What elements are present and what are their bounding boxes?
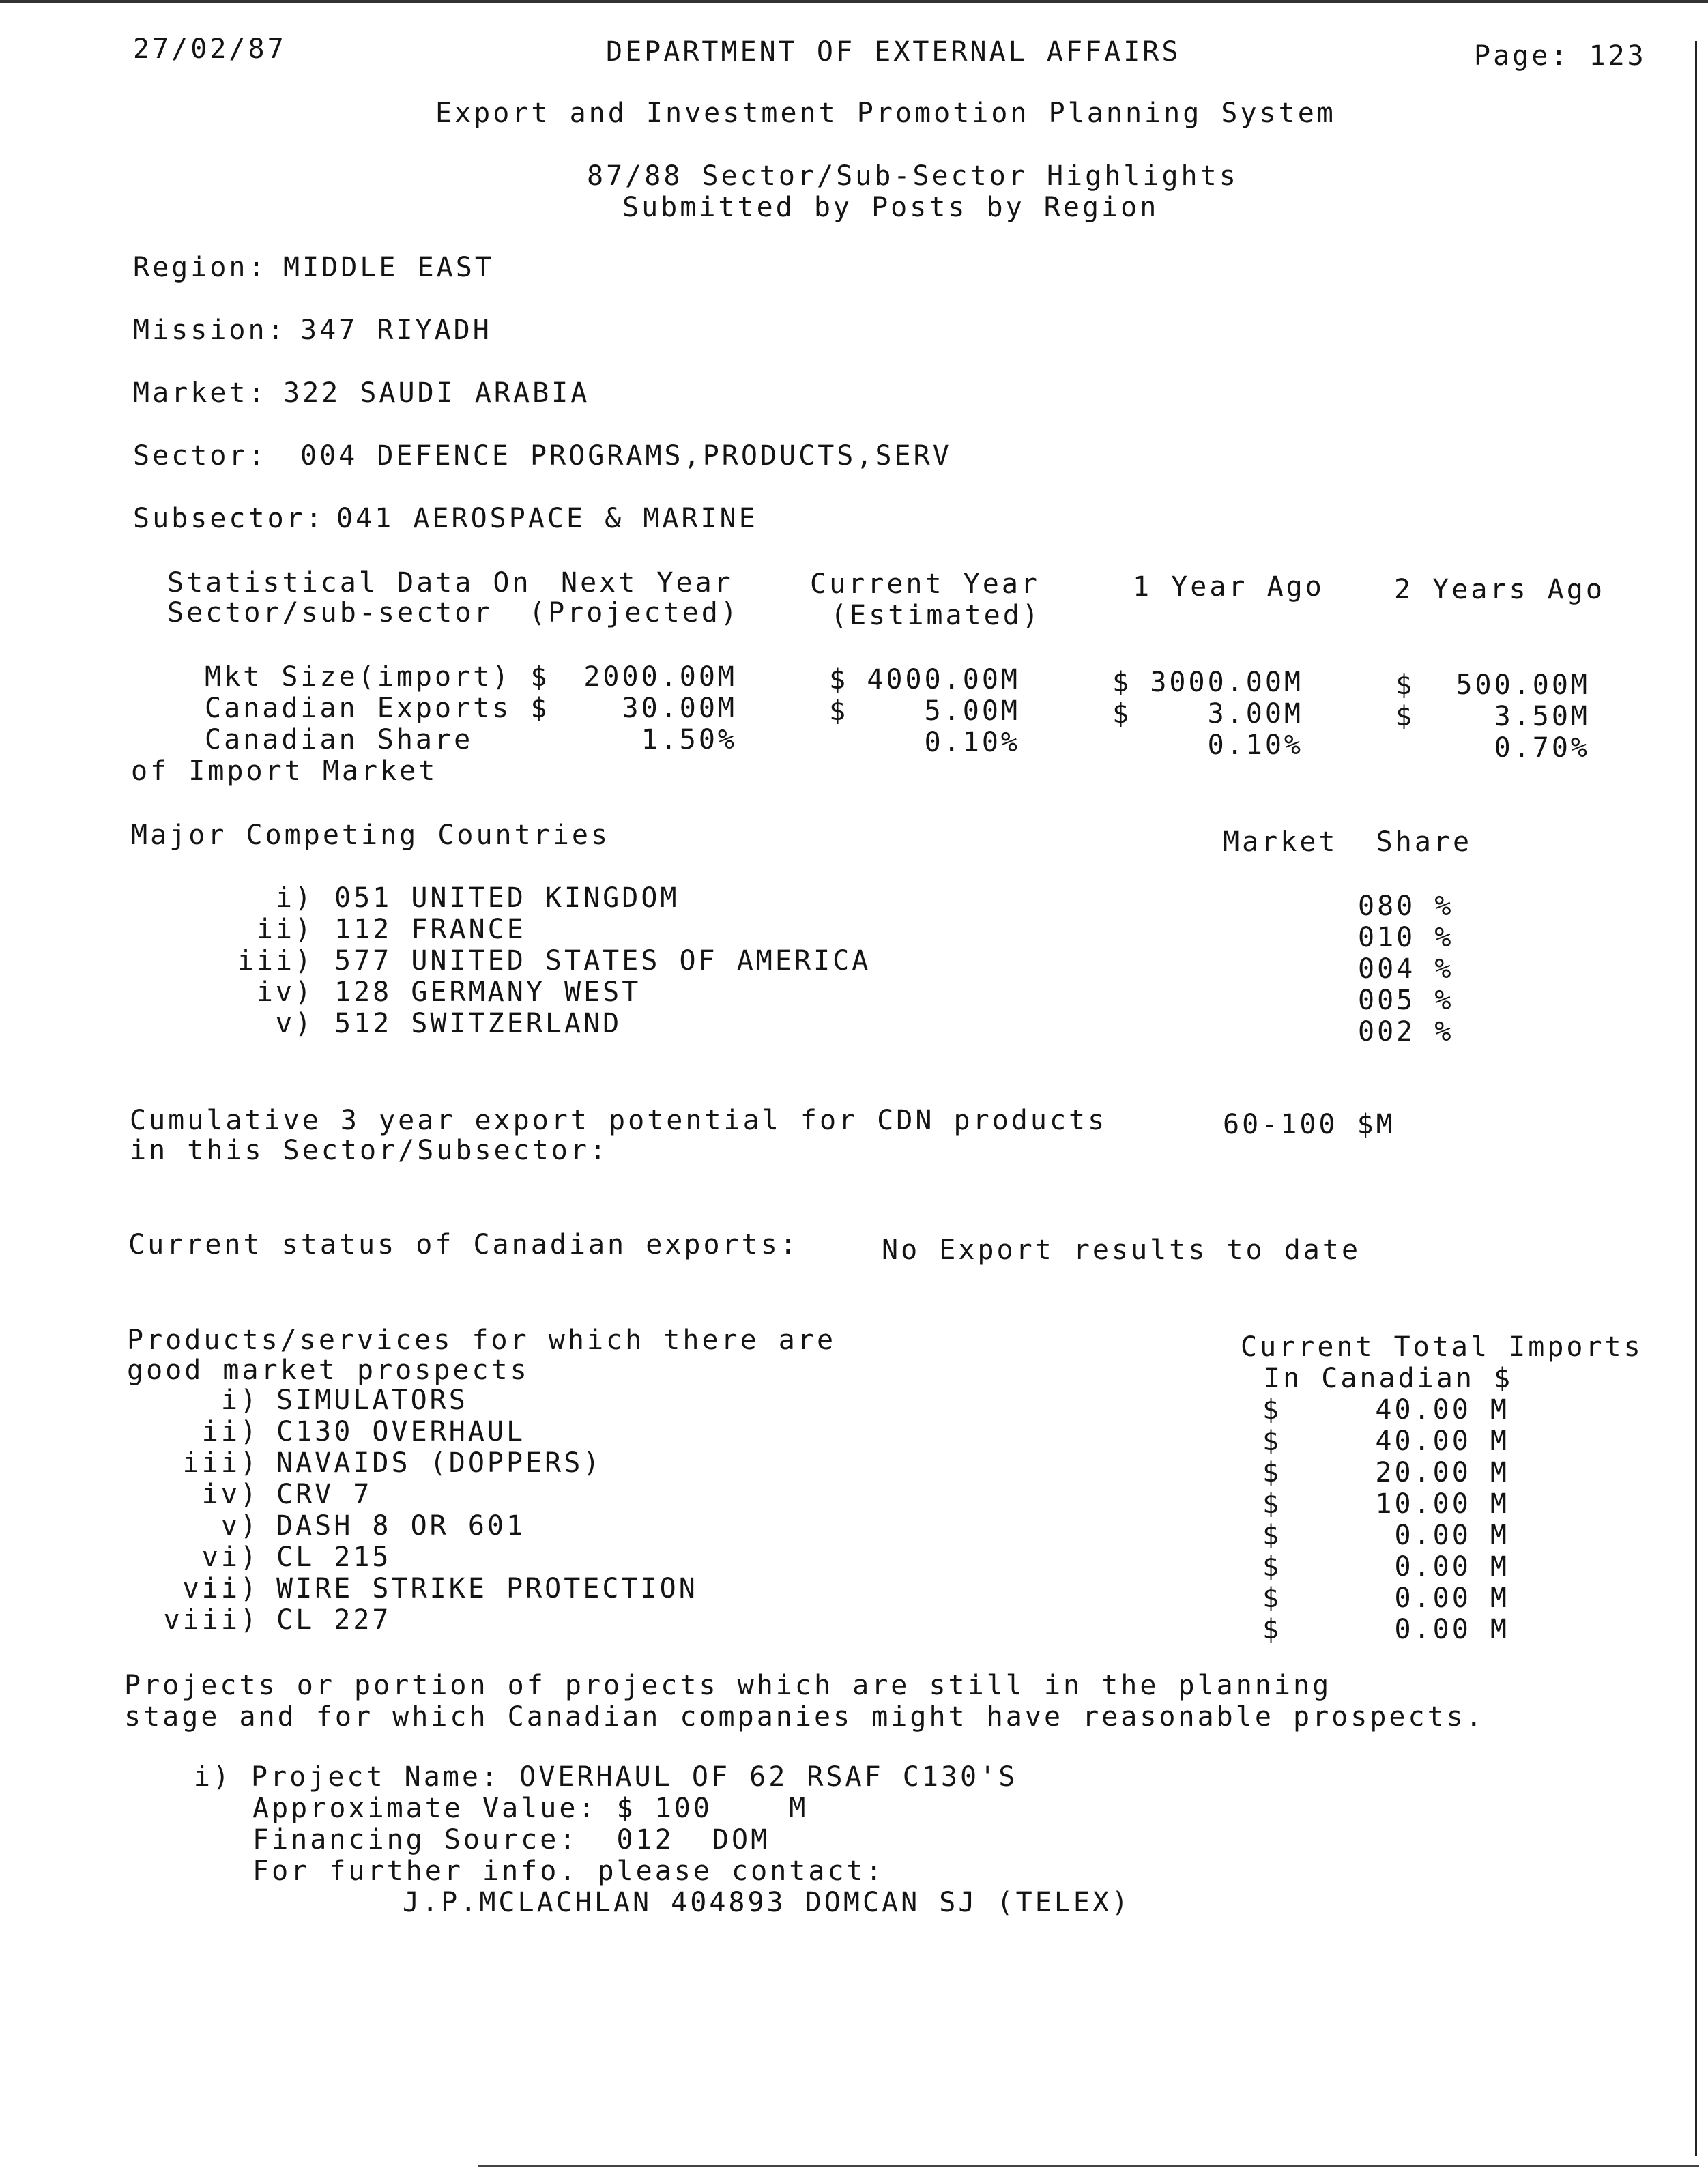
stats-heading-2: Sector/sub-sector (167, 597, 493, 628)
product-number: ii) (201, 1416, 259, 1447)
report-date: 27/02/87 (133, 33, 287, 65)
stats-cur-symbol: $ (829, 664, 849, 695)
region-label: Region: (133, 252, 267, 283)
competitor-name: 128 GERMANY WEST (334, 977, 641, 1008)
market-share-heading: Market Share (1223, 826, 1473, 858)
sector-value: 004 DEFENCE PROGRAMS,PRODUCTS,SERV (300, 440, 952, 472)
product-value: 40.00 M (1375, 1394, 1509, 1426)
project-contact-label: For further info. please contact: (252, 1855, 885, 1887)
product-value: 10.00 M (1375, 1488, 1509, 1520)
product-name: DASH 8 OR 601 (276, 1510, 526, 1542)
competitor-name: 051 UNITED KINGDOM (334, 882, 680, 914)
stats-ago1: 3000.00M (1150, 667, 1303, 698)
project-name: Project Name: OVERHAUL OF 62 RSAF C130'S (251, 1761, 1018, 1793)
products-heading-2: good market prospects (127, 1355, 530, 1386)
product-symbol: $ (1262, 1488, 1282, 1520)
col-next-year-sub: (Projected) (529, 597, 740, 628)
status-label: Current status of Canadian exports: (128, 1229, 799, 1260)
competitor-share: 005 % (1358, 985, 1454, 1016)
product-value: 0.00 M (1394, 1520, 1509, 1551)
product-number: i) (220, 1385, 259, 1416)
stats-ago1-symbol: $ (1112, 698, 1132, 729)
product-symbol: $ (1262, 1551, 1282, 1582)
potential-text-2: in this Sector/Subsector: (130, 1135, 609, 1166)
mission-label: Mission: (133, 315, 287, 346)
stats-ago2-symbol: $ (1395, 669, 1415, 701)
market-value: 322 SAUDI ARABIA (283, 377, 590, 409)
competitors-heading: Major Competing Countries (131, 820, 611, 851)
stats-heading-1: Statistical Data On (167, 567, 532, 598)
product-number: vii) (182, 1573, 259, 1604)
imports-heading-2: In Canadian $ (1264, 1363, 1514, 1394)
report-title: 87/88 Sector/Sub-Sector Highlights (587, 160, 1239, 192)
product-value: 0.00 M (1394, 1582, 1509, 1614)
stats-current: 5.00M (924, 695, 1020, 727)
stats-row-label: Canadian Exports $ (205, 693, 550, 724)
projects-heading-1: Projects or portion of projects which are still in the planning (124, 1670, 1332, 1701)
stats-row-label: Mkt Size(import) $ (205, 661, 550, 693)
col-next-year: Next Year (561, 567, 734, 598)
competitor-name: 112 FRANCE (334, 914, 526, 945)
product-value: 40.00 M (1375, 1426, 1509, 1457)
stats-ago2: 500.00M (1456, 669, 1590, 701)
potential-text-1: Cumulative 3 year export potential for CDN products (130, 1105, 1108, 1136)
sector-label: Sector: (133, 440, 267, 472)
stats-ago1: 3.00M (1207, 698, 1303, 729)
projects-heading-2: stage and for which Canadian companies might have reasonable prospects. (124, 1701, 1485, 1733)
col-2-years-ago: 2 Years Ago (1394, 574, 1605, 605)
department-name: DEPARTMENT OF EXTERNAL AFFAIRS (606, 36, 1181, 68)
product-symbol: $ (1262, 1394, 1282, 1426)
product-symbol: $ (1262, 1426, 1282, 1457)
competitor-share: 080 % (1358, 891, 1454, 922)
project-financing: Financing Source: 012 DOM (252, 1824, 770, 1855)
system-name: Export and Investment Promotion Planning System (435, 98, 1336, 129)
competitor-number: iv) (256, 977, 314, 1008)
stats-next: 1.50% (641, 724, 737, 755)
status-value: No Export results to date (882, 1234, 1361, 1266)
product-number: vi) (201, 1542, 259, 1573)
market-label: Market: (133, 377, 267, 409)
col-current-year-sub: (Estimated) (830, 600, 1041, 631)
stats-next: 2000.00M (583, 661, 737, 693)
competitor-share: 004 % (1358, 953, 1454, 985)
competitor-share: 010 % (1358, 922, 1454, 953)
competitor-number: iii) (237, 945, 314, 977)
competitor-name: 577 UNITED STATES OF AMERICA (334, 945, 871, 977)
stats-ago1-symbol: $ (1112, 667, 1132, 698)
col-current-year: Current Year (810, 568, 1040, 600)
competitor-name: 512 SWITZERLAND (334, 1008, 622, 1039)
stats-next: 30.00M (622, 693, 737, 724)
product-name: WIRE STRIKE PROTECTION (276, 1573, 698, 1604)
product-symbol: $ (1262, 1520, 1282, 1551)
product-symbol: $ (1262, 1457, 1282, 1488)
product-name: SIMULATORS (276, 1385, 468, 1416)
competitor-share: 002 % (1358, 1016, 1454, 1047)
product-symbol: $ (1262, 1614, 1282, 1645)
stats-ago1: 0.10% (1207, 729, 1303, 761)
subsector-label: Subsector: (133, 503, 325, 534)
report-subtitle: Submitted by Posts by Region (622, 192, 1159, 223)
product-number: iv) (201, 1479, 259, 1510)
competitor-number: ii) (256, 914, 314, 945)
stats-cur-symbol: $ (829, 695, 849, 727)
product-number: v) (220, 1510, 259, 1542)
competitor-number: i) (275, 882, 314, 914)
product-value: 0.00 M (1394, 1551, 1509, 1582)
share-suffix: of Import Market (131, 755, 438, 787)
subsector-value: 041 AEROSPACE & MARINE (336, 503, 758, 534)
product-number: iii) (182, 1447, 259, 1479)
product-value: 20.00 M (1375, 1457, 1509, 1488)
project-contact: J.P.MCLACHLAN 404893 DOMCAN SJ (TELEX) (403, 1887, 1131, 1918)
product-name: CL 227 (276, 1604, 392, 1636)
product-name: C130 OVERHAUL (276, 1416, 526, 1447)
product-name: CL 215 (276, 1542, 392, 1573)
col-1-year-ago: 1 Year Ago (1133, 571, 1325, 603)
product-name: NAVAIDS (DOPPERS) (276, 1447, 603, 1479)
stats-current: 4000.00M (867, 664, 1020, 695)
product-value: 0.00 M (1394, 1614, 1509, 1645)
project-number: i) (193, 1761, 232, 1793)
page-right-edge (1695, 41, 1697, 2156)
stats-ago2-symbol: $ (1395, 701, 1415, 732)
product-name: CRV 7 (276, 1479, 373, 1510)
product-symbol: $ (1262, 1582, 1282, 1614)
project-value: Approximate Value: $ 100 M (252, 1793, 809, 1824)
competitor-number: v) (275, 1008, 314, 1039)
stats-row-label: Canadian Share (205, 724, 474, 755)
region-value: MIDDLE EAST (283, 252, 494, 283)
potential-value: 60-100 $M (1223, 1109, 1395, 1140)
imports-heading-1: Current Total Imports (1241, 1331, 1643, 1363)
product-number: viii) (163, 1604, 259, 1636)
stats-current: 0.10% (924, 727, 1020, 758)
products-heading-1: Products/services for which there are (127, 1325, 837, 1356)
page-number: Page: 123 (1474, 40, 1647, 72)
stats-ago2: 3.50M (1494, 701, 1590, 732)
mission-value: 347 RIYADH (300, 315, 492, 346)
stats-ago2: 0.70% (1494, 732, 1590, 764)
page-top-edge (0, 0, 1708, 3)
page-bottom-edge (478, 2165, 1699, 2167)
